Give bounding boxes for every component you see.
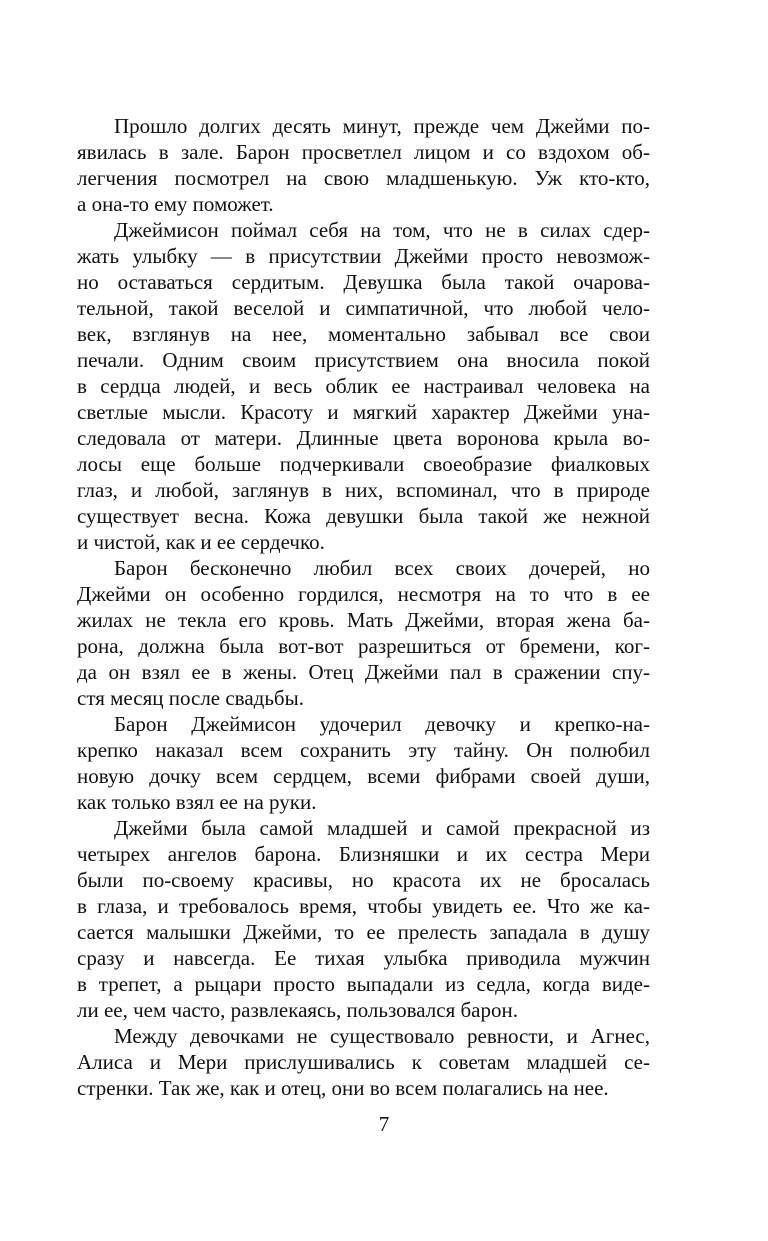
text-line: глаз, и любой, заглянув в них, вспоминал, что в природе — [77, 478, 650, 502]
text-line: четырех ангелов барона. Близняшки и их сестра Мери — [77, 842, 650, 866]
text-line: следовала от матери. Длинные цвета воронова крыла во- — [77, 426, 650, 450]
text-line: но оставаться сердитым. Девушка была такой очарова- — [77, 270, 650, 294]
text-line: в глаза, и требовалось время, чтобы увидеть ее. Что же ка- — [77, 894, 650, 918]
text-line: и чистой, как и ее сердечко. — [77, 530, 325, 554]
text-line: Алиса и Мери прислушивались к советам младшей се- — [77, 1050, 650, 1074]
paragraph — [77, 815, 650, 1023]
page-body — [77, 113, 650, 1101]
text-line: Барон Джеймисон удочерил девочку и крепко-на- — [114, 712, 650, 736]
text-line: Джейми была самой младшей и самой прекрасной из — [114, 816, 650, 840]
paragraph — [77, 1023, 650, 1101]
text-line: тельной, такой веселой и симпатичной, что любой чело- — [77, 296, 650, 320]
text-line: новую дочку всем сердцем, всеми фибрами своей души, — [77, 764, 650, 788]
text-line: в сердца людей, и весь облик ее настраивал человека на — [77, 374, 650, 398]
text-line: в трепет, а рыцари просто выпадали из седла, когда виде- — [77, 972, 650, 996]
text-line: сразу и навсегда. Ее тихая улыбка приводила мужчин — [77, 946, 650, 970]
text-line: век, взглянув на нее, моментально забывал все свои — [77, 322, 650, 346]
text-line: Барон бесконечно любил всех своих дочерей, но — [114, 556, 650, 580]
text-line: а она-то ему поможет. — [77, 192, 274, 216]
text-line: стя месяц после свадьбы. — [77, 686, 304, 710]
text-line: Прошло долгих десять минут, прежде чем Джейми по- — [114, 114, 650, 138]
text-line: крепко наказал всем сохранить эту тайну. Он полюбил — [77, 738, 650, 762]
text-line: были по-своему красивы, но красота их не бросалась — [77, 868, 650, 892]
text-line: легчения посмотрел на свою младшенькую. Уж кто-кто, — [77, 166, 650, 190]
text-line: как только взял ее на руки. — [77, 790, 317, 814]
page-number: 7 — [378, 1112, 390, 1136]
text-line: сается малышки Джейми, то ее прелесть западала в душу — [77, 920, 650, 944]
text-line: существует весна. Кожа девушки была такой же нежной — [77, 504, 650, 528]
paragraph — [77, 113, 650, 217]
text-line: Между девочками не существовало ревности, и Агнес, — [114, 1024, 650, 1048]
text-line: светлые мысли. Красоту и мягкий характер Джейми уна- — [77, 400, 650, 424]
text-line: лосы еще больше подчеркивали своеобразие фиалковых — [77, 452, 650, 476]
paragraph — [77, 555, 650, 711]
text-line: жилах не текла его кровь. Мать Джейми, вторая жена ба- — [77, 608, 650, 632]
text-line: явилась в зале. Барон просветлел лицом и со вздохом об- — [77, 140, 650, 164]
text-line: рона, должна была вот-вот разрешиться от бремени, ког- — [77, 634, 650, 658]
text-line: ли ее, чем часто, развлекаясь, пользовался барон. — [77, 998, 518, 1022]
text-line: да он взял ее в жены. Отец Джейми пал в сражении спу- — [77, 660, 650, 684]
text-line: Джеймисон поймал себя на том, что не в силах сдер- — [114, 218, 650, 242]
text-line: печали. Одним своим присутствием она вносила покой — [77, 348, 650, 372]
text-line: стренки. Так же, как и отец, они во всем полагались на нее. — [77, 1076, 609, 1100]
paragraph — [77, 711, 650, 815]
text-line: жать улыбку — в присутствии Джейми просто невозмож- — [77, 244, 650, 268]
paragraph — [77, 217, 650, 555]
text-line: Джейми он особенно гордился, несмотря на то что в ее — [77, 582, 650, 606]
